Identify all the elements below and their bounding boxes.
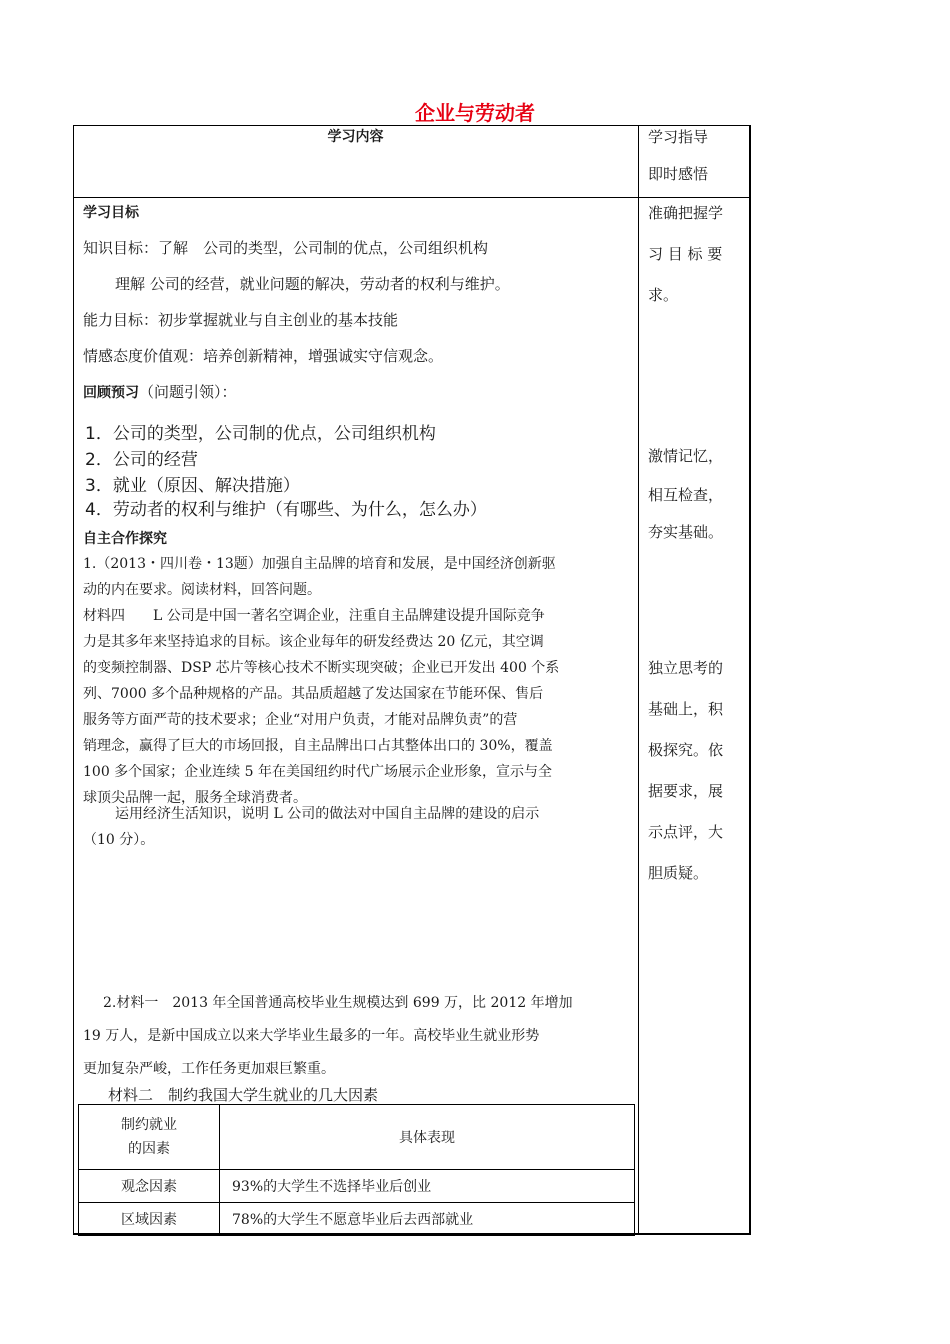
preview-heading-note: （问题引领）： [139,383,237,401]
preview-item: 2．公司的经营 [85,450,198,470]
material-line: 列、7000 多个品种规格的产品。其品质超越了发达国家在节能环保、售后 [83,686,544,702]
question-1-score: （10 分）。 [83,832,155,848]
table-header-factor: 制约就业 的因素 [79,1105,220,1170]
material-line: 材料四 L 公司是中国一著名空调企业，注重自主品牌建设提升国际竞争 [83,608,545,624]
material-line: 动的内在要求。阅读材料，回答问题。 [83,582,321,598]
header-reflect: 即时感悟 [648,165,709,183]
header-divider [73,197,751,198]
side-tip-explore: 独立思考的 [648,659,724,677]
side-tip-explore: 基础上，积 [648,700,724,718]
header-guide: 学习指导 [648,128,709,146]
material-line: 服务等方面严苛的技术要求；企业“对用户负责，才能对品牌负责”的营 [83,712,518,728]
preview-item: 3．就业（原因、解决措施） [85,476,300,496]
side-tip-goal: 习 目 标 要 [648,245,723,263]
material-2-heading: 材料二 制约我国大学生就业的几大因素 [108,1086,379,1104]
question-1-material [83,551,633,811]
goal-knowledge: 知识目标：了解 公司的类型，公司制的优点，公司组织机构 [83,239,489,257]
table-header-detail: 具体表现 [220,1105,635,1170]
table-cell-detail: 93%的大学生不选择毕业后创业 [220,1170,635,1203]
goal-knowledge-2: 理解 公司的经营，就业问题的解决，劳动者的权利与维护。 [115,275,510,293]
material-line: 19 万人，是新中国成立以来大学毕业生最多的一年。高校毕业生就业形势 [83,1028,540,1044]
material-line: 1.（2013・四川卷・13题）加强自主品牌的培育和发展，是中国经济创新驱 [83,556,556,572]
factors-table [78,1104,635,1236]
material-line: 销理念，赢得了巨大的市场回报，自主品牌出口占其整体出口的 30%，覆盖 [83,738,553,754]
material-line: 球顶尖品牌一起，服务全球消费者。 [83,790,307,806]
side-tip-preview: 夯实基础。 [648,523,724,541]
material-line: 力是其多年来坚持追求的目标。该企业每年的研发经费达 20 亿元，其空调 [83,634,544,650]
preview-item: 4．劳动者的权利与维护（有哪些、为什么，怎么办） [85,500,487,520]
material-line: 更加复杂严峻，工作任务更加艰巨繁重。 [83,1061,335,1077]
table-row [79,1203,635,1236]
header-content: 学习内容 [327,129,384,145]
material-line: 100 多个国家；企业连续 5 年在美国纽约时代广场展示企业形象，宣示与全 [83,764,552,780]
side-tip-preview: 激情记忆， [648,447,724,465]
question-1-ask: 运用经济生活知识，说明 L 公司的做法对中国自主品牌的建设的启示 [115,806,540,822]
table-header-row [79,1105,635,1170]
preview-item: 1．公司的类型，公司制的优点，公司组织机构 [85,424,436,444]
goals-heading: 学习目标 [83,205,139,221]
column-divider [638,125,639,1235]
side-tip-preview: 相互检查， [648,486,724,504]
side-tip-explore: 据要求，展 [648,782,724,800]
table-cell-detail: 78%的大学生不愿意毕业后去西部就业 [220,1203,635,1236]
explore-heading: 自主合作探究 [83,531,167,547]
side-tip-explore: 极探究。依 [648,741,724,759]
side-tip-goal: 求。 [648,286,679,304]
table-cell-factor: 区域因素 [79,1203,220,1236]
material-line: 的变频控制器、DSP 芯片等核心技术不断实现突破；企业已开发出 400 个系 [83,660,560,676]
material-line: 2.材料一 2013 年全国普通高校毕业生规模达到 699 万，比 2012 年增加 [103,995,573,1011]
preview-heading: 回顾预习 [83,385,139,401]
table-cell-factor: 观念因素 [79,1170,220,1203]
side-tip-explore: 示点评，大 [648,823,724,841]
preview-heading-row [83,382,237,403]
goal-ability: 能力目标：初步掌握就业与自主创业的基本技能 [83,311,399,329]
table-row [79,1170,635,1203]
goal-emotion: 情感态度价值观：培养创新精神，增强诚实守信观念。 [83,347,444,365]
side-tip-goal: 准确把握学 [648,204,724,222]
side-tip-explore: 胆质疑。 [648,864,709,882]
question-2-material [83,987,631,1086]
page-title: 企业与劳动者 [415,101,535,125]
